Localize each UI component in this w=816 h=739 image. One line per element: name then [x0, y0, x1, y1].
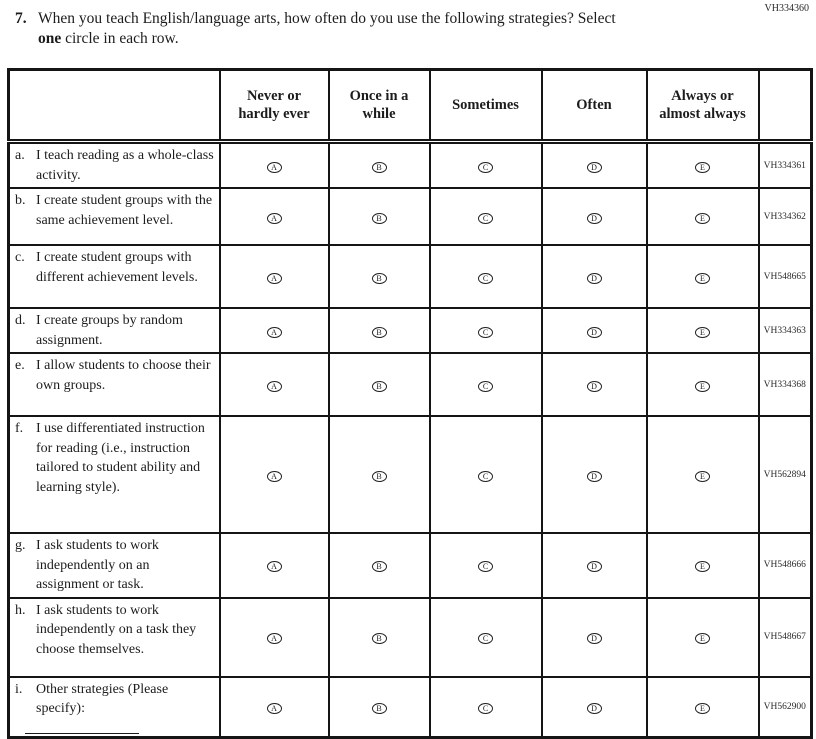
- option-bubble-c[interactable]: C: [478, 703, 493, 714]
- option-bubble-d[interactable]: D: [587, 703, 602, 714]
- row-letter: g.: [15, 538, 26, 553]
- option-cell: [329, 533, 430, 598]
- option-cell: [542, 308, 647, 353]
- option-bubble-d[interactable]: D: [587, 471, 602, 482]
- option-cell: [220, 533, 329, 598]
- row-text: I create groups by random assignment.: [36, 313, 183, 348]
- option-cell: [329, 677, 430, 738]
- question-text-pre: When you teach English/language arts, how often do you use the following strategies? Select: [38, 10, 616, 27]
- option-cell: [430, 533, 542, 598]
- option-bubble-a[interactable]: A: [267, 561, 282, 572]
- table-row-e: [9, 353, 812, 416]
- strategy-cell: [9, 416, 220, 533]
- option-bubble-a[interactable]: A: [267, 633, 282, 644]
- form-item-code: VH334360: [764, 3, 809, 14]
- option-bubble-e[interactable]: E: [695, 327, 710, 338]
- option-cell: [220, 416, 329, 533]
- option-cell: [329, 416, 430, 533]
- option-bubble-a[interactable]: A: [267, 327, 282, 338]
- option-cell: [542, 533, 647, 598]
- option-bubble-d[interactable]: D: [587, 213, 602, 224]
- row-code: VH334362: [759, 188, 812, 245]
- strategy-cell: [9, 677, 220, 738]
- option-cell: [430, 245, 542, 308]
- option-cell: [329, 308, 430, 353]
- question-text-post: circle in each row.: [65, 30, 179, 47]
- option-bubble-a[interactable]: A: [267, 703, 282, 714]
- option-cell: [430, 416, 542, 533]
- row-code: VH334363: [759, 308, 812, 353]
- option-cell: [647, 188, 759, 245]
- option-bubble-a[interactable]: A: [267, 381, 282, 392]
- option-bubble-b[interactable]: B: [372, 327, 387, 338]
- option-bubble-a[interactable]: A: [267, 213, 282, 224]
- strategy-cell: [9, 142, 220, 189]
- question-text: [38, 9, 628, 49]
- row-text: I ask students to work independently on an assignment or task.: [36, 538, 159, 592]
- row-code: VH548665: [759, 245, 812, 308]
- table-row-i: [9, 677, 812, 738]
- option-bubble-c[interactable]: C: [478, 162, 493, 173]
- row-text: I teach reading as a whole-class activity.: [36, 148, 214, 183]
- strategy-cell: [9, 598, 220, 677]
- option-bubble-e[interactable]: E: [695, 213, 710, 224]
- row-letter: h.: [15, 602, 26, 618]
- strategy-cell: [9, 533, 220, 598]
- option-bubble-c[interactable]: C: [478, 633, 493, 644]
- row-code: VH334361: [759, 142, 812, 189]
- col-header-once-in-a-while: Once in a while: [329, 70, 430, 142]
- option-cell: [430, 598, 542, 677]
- option-bubble-b[interactable]: B: [372, 213, 387, 224]
- row-code: VH548666: [759, 533, 812, 598]
- option-cell: [329, 598, 430, 677]
- row-text: I allow students to choose their own groups.: [36, 358, 211, 393]
- row-letter: c.: [15, 250, 25, 265]
- option-cell: [329, 142, 430, 189]
- strategy-cell: [9, 353, 220, 416]
- table-row-b: [9, 188, 812, 245]
- row-text: Other strategies (Please specify):: [36, 681, 169, 716]
- option-bubble-a[interactable]: A: [267, 273, 282, 284]
- table-row-f: [9, 416, 812, 533]
- code-column-header: [759, 70, 812, 142]
- row-text: I ask students to work independently on a task they choose themselves.: [36, 602, 197, 657]
- option-cell: [647, 142, 759, 189]
- option-cell: [220, 308, 329, 353]
- option-bubble-b[interactable]: B: [372, 381, 387, 392]
- option-bubble-e[interactable]: E: [695, 273, 710, 284]
- option-cell: [542, 245, 647, 308]
- option-bubble-c[interactable]: C: [478, 561, 493, 572]
- option-cell: [329, 245, 430, 308]
- option-bubble-d[interactable]: D: [587, 162, 602, 173]
- option-bubble-b[interactable]: B: [372, 703, 387, 714]
- option-bubble-e[interactable]: E: [695, 703, 710, 714]
- option-cell: [647, 677, 759, 738]
- table-row-c: [9, 245, 812, 308]
- option-cell: [220, 188, 329, 245]
- row-text: I use differentiated instruction for reading (i.e., instruction tailored to student ability and learning style).: [36, 421, 205, 495]
- option-bubble-e[interactable]: E: [695, 633, 710, 644]
- option-bubble-b[interactable]: B: [372, 273, 387, 284]
- option-bubble-e[interactable]: E: [695, 561, 710, 572]
- option-bubble-b[interactable]: B: [372, 471, 387, 482]
- option-bubble-c[interactable]: C: [478, 273, 493, 284]
- option-cell: [647, 533, 759, 598]
- question-text-bold-one: one: [38, 30, 62, 47]
- col-header-often: Often: [542, 70, 647, 142]
- option-cell: [329, 188, 430, 245]
- option-cell: [220, 245, 329, 308]
- option-cell: [542, 677, 647, 738]
- table-row-a: [9, 142, 812, 189]
- table-row-g: [9, 533, 812, 598]
- corner-cell: [9, 70, 220, 142]
- option-cell: [542, 598, 647, 677]
- option-bubble-d[interactable]: D: [587, 561, 602, 572]
- option-cell: [647, 245, 759, 308]
- row-letter: f.: [15, 421, 24, 436]
- option-bubble-b[interactable]: B: [372, 633, 387, 644]
- col-header-always: Always or almost always: [647, 70, 759, 142]
- option-cell: [220, 142, 329, 189]
- option-bubble-d[interactable]: D: [587, 273, 602, 284]
- option-bubble-d[interactable]: D: [587, 633, 602, 644]
- option-bubble-b[interactable]: B: [372, 561, 387, 572]
- option-cell: [329, 353, 430, 416]
- row-letter: b.: [15, 193, 26, 208]
- option-bubble-a[interactable]: A: [267, 471, 282, 482]
- question-number: 7.: [15, 10, 27, 27]
- row-code: VH548667: [759, 598, 812, 677]
- row-letter: i.: [15, 681, 23, 697]
- response-grid-table: [7, 68, 813, 739]
- row-code: VH562900: [759, 677, 812, 738]
- option-bubble-b[interactable]: B: [372, 162, 387, 173]
- option-bubble-c[interactable]: C: [478, 213, 493, 224]
- option-bubble-d[interactable]: D: [587, 327, 602, 338]
- strategy-cell: [9, 188, 220, 245]
- option-bubble-c[interactable]: C: [478, 381, 493, 392]
- option-cell: [430, 308, 542, 353]
- option-cell: [542, 142, 647, 189]
- row-code: VH562894: [759, 416, 812, 533]
- option-cell: [430, 353, 542, 416]
- option-cell: [647, 308, 759, 353]
- option-bubble-c[interactable]: C: [478, 327, 493, 338]
- option-cell: [430, 188, 542, 245]
- option-cell: [220, 353, 329, 416]
- row-text: I create student groups with the same achievement level.: [36, 193, 213, 228]
- option-bubble-e[interactable]: E: [695, 381, 710, 392]
- option-bubble-d[interactable]: D: [587, 381, 602, 392]
- col-header-sometimes: Sometimes: [430, 70, 542, 142]
- table-row-d: [9, 308, 812, 353]
- table-row-h: [9, 598, 812, 677]
- row-letter: e.: [15, 358, 25, 373]
- col-header-never: Never or hardly ever: [220, 70, 329, 142]
- option-cell: [542, 353, 647, 416]
- option-bubble-a[interactable]: A: [267, 162, 282, 173]
- option-bubble-e[interactable]: E: [695, 471, 710, 482]
- specify-write-in-line[interactable]: [25, 733, 139, 734]
- strategy-cell: [9, 308, 220, 353]
- row-letter: a.: [15, 148, 25, 163]
- option-cell: [430, 677, 542, 738]
- row-letter: d.: [15, 313, 26, 328]
- option-cell: [542, 188, 647, 245]
- option-cell: [647, 416, 759, 533]
- strategy-cell: [9, 245, 220, 308]
- header-row: [9, 70, 812, 142]
- option-cell: [430, 142, 542, 189]
- option-bubble-e[interactable]: E: [695, 162, 710, 173]
- option-cell: [220, 598, 329, 677]
- row-code: VH334368: [759, 353, 812, 416]
- row-text: I create student groups with different achievement levels.: [36, 250, 198, 285]
- option-cell: [220, 677, 329, 738]
- option-cell: [647, 598, 759, 677]
- option-cell: [542, 416, 647, 533]
- option-cell: [647, 353, 759, 416]
- option-bubble-c[interactable]: C: [478, 471, 493, 482]
- question-block: [15, 9, 655, 49]
